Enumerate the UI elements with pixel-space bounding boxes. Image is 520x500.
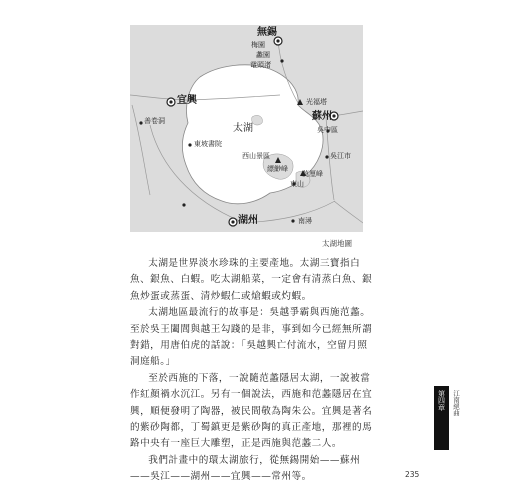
paragraph: 太湖地區最流行的故事是：吳越爭霸與西施范蠡。至於吳王闔閭與越王勾踐的是非，事到如今已經無所謂對錯，用唐伯虎的話說：「吳越興亡付流水，空留月照洞庭船。」 <box>130 307 373 368</box>
chapter-tab <box>434 386 449 450</box>
map-caption: 太湖地圖 <box>322 239 352 248</box>
place-label-lichao: 蠡園 <box>256 51 270 59</box>
paragraph: 至於西施的下落，一說隨范蠡隱居太湖，一說被當作紅顏禍水沉江。另有一個說法，西施和范蠡隱居在宜興，順便發明了陶器，被民間敬為陶朱公。宜興是著名的紫砂陶都，丁蜀鎮更是紫砂陶的真正產地，那裡的馬路中央有一座巨大雕塑，正是西施與范蠡二人。 <box>130 372 373 450</box>
place-label-wuzhong: 吳中區 <box>317 126 338 134</box>
place-label-guangfu: 光福塔 <box>306 98 327 106</box>
place-label-dongshan: 東山 <box>290 180 304 188</box>
city-label-yixing: 宜興 <box>177 95 197 106</box>
paragraph: 太湖是世界淡水珍珠的主要產地。太湖三寶指白魚、銀魚、白蝦。吃太湖船菜，一定會有清蒸白魚、銀魚炒蛋或蒸蛋、清炒蝦仁或熗蝦或灼蝦。 <box>130 258 373 302</box>
place-label-nanxun: 南潯 <box>298 217 312 225</box>
place-label-yuantouzhu: 鼋頭渚 <box>250 61 271 69</box>
place-label-shanjuan: 善卷洞 <box>144 117 165 125</box>
city-label-suzhou: 蘇州 <box>312 111 332 122</box>
city-label-wuxi: 無錫 <box>257 27 277 38</box>
place-label-moli: 莫厘峰 <box>302 170 323 178</box>
lake-map <box>130 25 363 232</box>
place-label-wujiang: 吳江市 <box>330 152 351 160</box>
place-label-dongpo: 東坡書院 <box>194 140 222 148</box>
chapter-label: 第四章 <box>437 390 446 411</box>
page-number: 235 <box>405 470 420 479</box>
lake-label: 太湖 <box>233 123 253 134</box>
paragraph: 我們計畫中的環太湖旅行，從無錫開始——蘇州——吳江——湖州——宜興——常州等。 <box>130 454 361 483</box>
place-label-meiyuan: 梅園 <box>251 41 265 49</box>
place-label-piaomiao: 縹緲峰 <box>267 165 288 173</box>
city-label-huzhou: 湖州 <box>238 215 258 226</box>
body-text <box>130 256 374 486</box>
chapter-subtitle: 江南絕曲 <box>452 390 460 416</box>
place-label-xishan: 西山景區 <box>242 152 270 160</box>
